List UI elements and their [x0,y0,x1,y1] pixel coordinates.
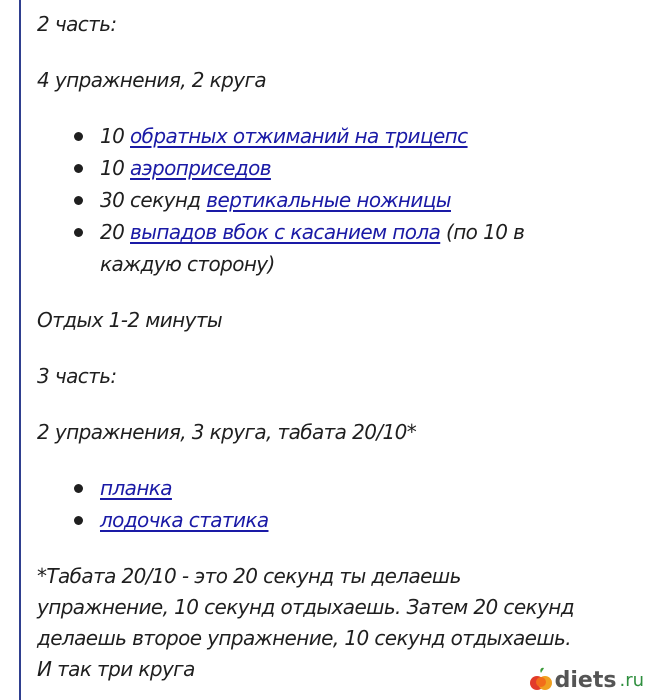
bullet-icon [74,484,83,493]
part2-exercise-list [37,120,524,280]
item-count: 10 [100,156,131,180]
quote-rule [19,0,21,700]
note-line: делаешь второе упражнение, 10 секунд отдыхаешь. [37,626,571,650]
watermark-name: diets [554,667,617,693]
list-item [37,152,524,184]
exercise-link[interactable]: планка [100,476,172,500]
part3-heading: 3 часть: [37,364,117,388]
exercise-link[interactable]: аэроприседов [130,156,271,180]
list-item-continuation [37,248,524,280]
part2-subtitle: 4 упражнения, 2 круга [37,68,267,92]
apple-icon [529,667,553,693]
item-note: (по 10 в [440,220,525,244]
exercise-link[interactable]: выпадов вбок с касанием пола [130,220,441,244]
rest-text: Отдых 1-2 минуты [37,308,223,332]
item-count: 30 секунд [100,188,207,212]
exercise-link[interactable]: вертикальные ножницы [206,188,451,212]
exercise-link[interactable]: обратных отжиманий на трицепс [130,124,468,148]
list-item [37,184,524,216]
exercise-link[interactable]: лодочка статика [100,508,269,532]
bullet-icon [74,196,83,205]
note-line: упражнение, 10 секунд отдыхаешь. Затем 20 секунд [37,595,574,619]
part3-subtitle: 2 упражнения, 3 круга, табата 20/10* [37,420,417,444]
note-line: И так три круга [37,657,195,681]
watermark-tld: .ru [619,669,644,691]
note-line: *Табата 20/10 - это 20 секунд ты делаешь [37,564,461,588]
list-item [37,504,268,536]
list-item [37,472,268,504]
part3-exercise-list [37,472,268,536]
item-note-continuation: каждую сторону) [100,252,275,276]
item-count: 10 [100,124,131,148]
tabata-note [37,561,574,685]
item-count: 20 [100,220,131,244]
list-item [37,120,524,152]
bullet-icon [74,164,83,173]
bullet-icon [74,228,83,237]
part2-heading: 2 часть: [37,12,117,36]
bullet-icon [74,516,83,525]
site-watermark [529,666,644,694]
list-item [37,216,524,248]
bullet-icon [74,132,83,141]
